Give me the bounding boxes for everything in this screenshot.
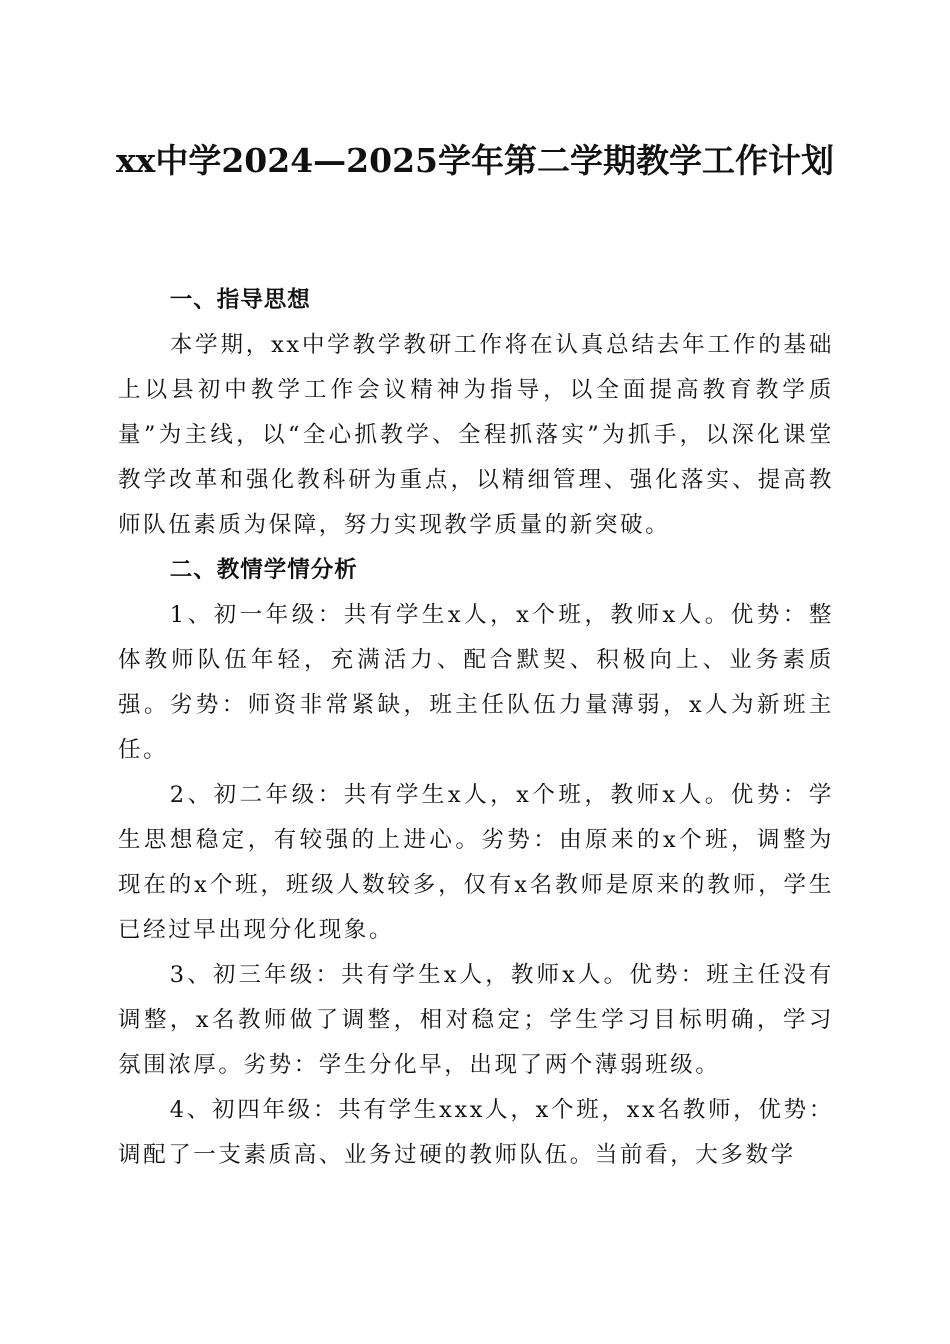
paragraph: 3、初三年级：共有学生x人，教师x人。优势：班主任没有调整，x名教师做了调整，相对稳定；学生学习目标明确，学习氛围浓厚。劣势：学生分化早，出现了两个薄弱班级。	[118, 962, 834, 1078]
document-body	[118, 278, 834, 1178]
paragraph: 本学期，xx中学教学教研工作将在认真总结去年工作的基础上以县初中教学工作会议精神为指导，以全面提高教育教学质量”为主线，以“全心抓教学、全程抓落实”为抓手，以深化课堂教学改革和强化教科研为重点，以精细管理、强化落实、提高教师队伍素质为保障，努力实现教学质量的新突破。	[118, 332, 834, 538]
section-heading-guiding-ideology: 一、指导思想	[169, 287, 311, 313]
paragraph: 2、初二年级：共有学生x人，x个班，教师x人。优势：学生思想稳定，有较强的上进心。劣势：由原来的x个班，调整为现在的x个班，班级人数较多，仅有x名教师是原来的教师，学生已经过早出现分化现象。	[118, 782, 834, 943]
section-heading-analysis: 二、教情学情分析	[169, 557, 358, 583]
paragraph: 4、初四年级：共有学生xxx人，x个班，xx名教师，优势：调配了一支素质高、业务过硬的教师队伍。当前看，大多数学	[118, 1097, 834, 1168]
paragraph: 1、初一年级：共有学生x人，x个班，教师x人。优势：整体教师队伍年轻，充满活力、配合默契、积极向上、业务素质强。劣势：师资非常紧缺，班主任队伍力量薄弱，x人为新班主任。	[118, 602, 834, 763]
document-title: xx中学2024—2025学年第二学期教学工作计划	[115, 141, 835, 180]
